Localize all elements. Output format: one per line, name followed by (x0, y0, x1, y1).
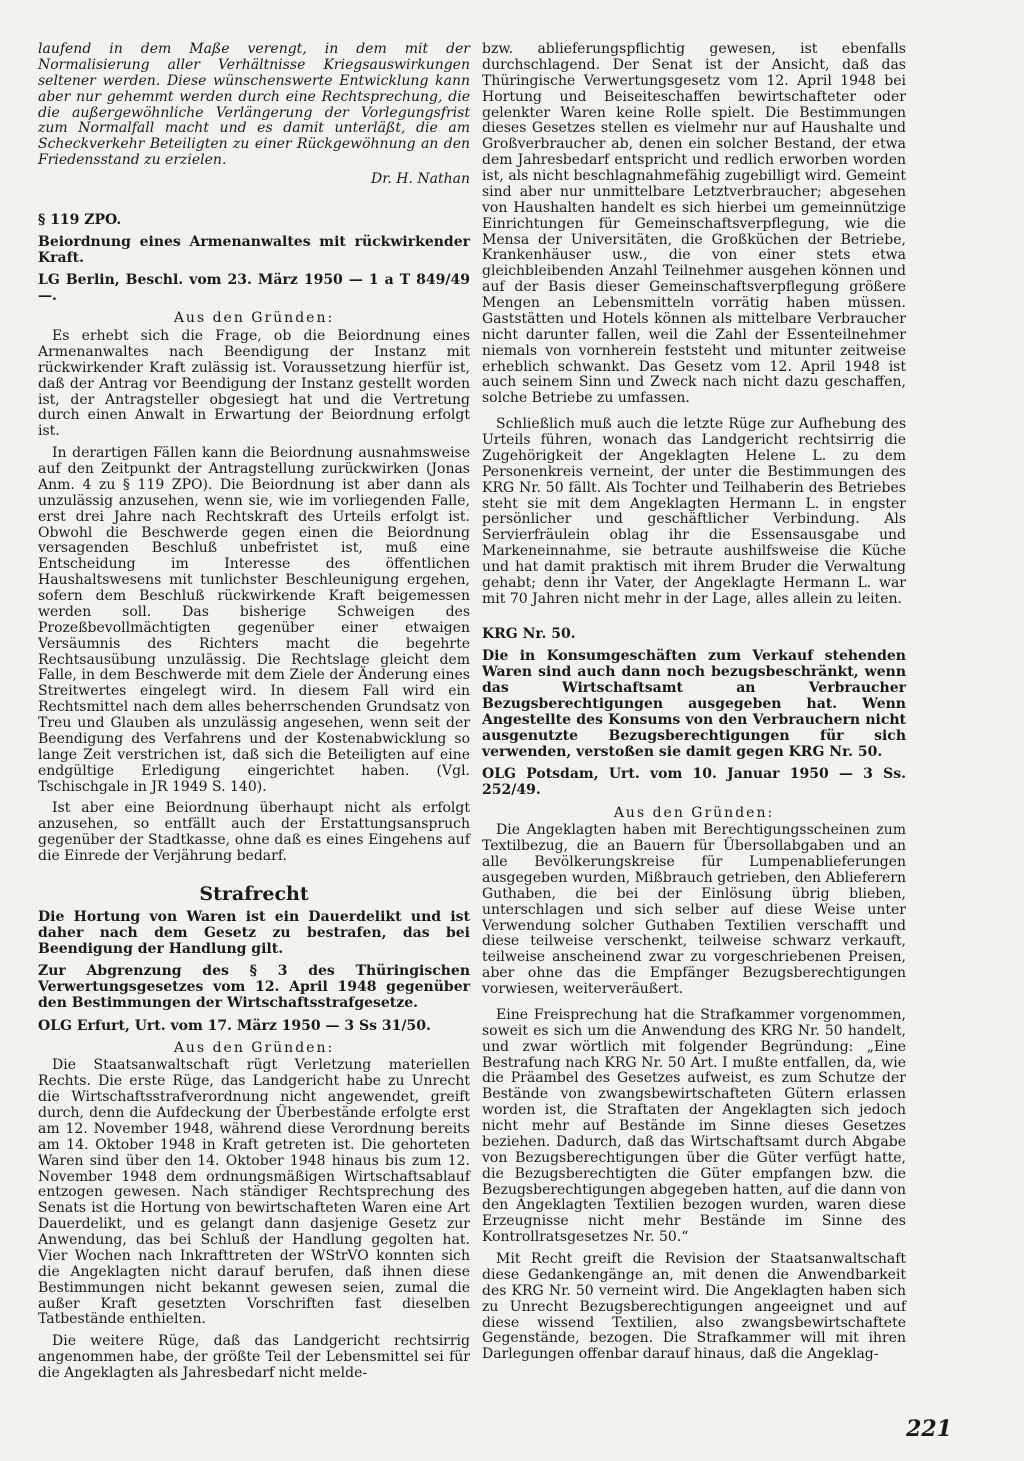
body-paragraph: In derartigen Fällen kann die Beiordnung ausnahmsweise auf den Zeitpunkt der Antragstellung zurückwirken (Jonas Anm. 4 zu § 119 ZPO). Die Beiordnung ist aber dann als unzulässig anzusehen, wenn sie, wie im vorliegenden Falle, erst drei Jahre nach Rechtskraft des Urteils erfolgt ist. Obwohl die Beschwerde gegen einen die Beiordnung versagenden Beschluß unbefristet ist, muß eine Entscheidung im Interesse des öffentlichen Haushaltswesens mit tunlichster Beschleunigung ergehen, sofern dem Beschluß rückwirkende Kraft beigemessen werden soll. Das bisherige Schweigen des Prozeßbevollmächtigten gegenüber einer etwaigen Versäumnis des Richters macht die begehrte Rechtsausübung unzulässig. Die Rechtslage gleicht dem Falle, in dem Beschwerde mit dem Ziele der Änderung eines Streitwertes eingelegt wird. In diesem Fall wird ein Rechtsmittel nach dem alles beherrschenden Grundsatz von Treu und Glauben als unzulässig angesehen, wenn seit der Beendigung des Verfahrens und der Kostenabwicklung so lange Zeit verstrichen ist, daß sich die Beteiligten auf eine endgültige Erledigung eingerichtet haben. (Vgl. Tschischgale in JR 1949 S. 140). (38, 445, 470, 795)
court-citation: OLG Erfurt, Urt. vom 17. März 1950 — 3 Ss 31/50. (38, 1017, 431, 1034)
body-paragraph: Die weitere Rüge, daß das Landgericht rechtsirrig angenommen habe, der größte Teil der Lebensmittel sei für die Angeklagten als Jahresbedarf nicht melde- (38, 1333, 470, 1382)
author-signature: Dr. H. Nathan (371, 171, 470, 187)
body-paragraph: Die Staatsanwaltschaft rügt Verletzung materiellen Rechts. Die erste Rüge, das Landgericht habe zu Unrecht die Wirtschaftsstrafverordnung nicht angewendet, greift durch, denn die Aufdeckung der Überbestände erfolgte erst am 12. November 1948, während diese Verordnung bereits am 14. Oktober 1948 in Kraft getreten ist. Die gehorteten Waren sind über den 14. Oktober 1948 hinaus bis zum 12. November 1948 dem ordnungsmäßigen Wirtschaftsablauf entzogen gewesen. Nach ständiger Rechtsprechung des Senats ist die Hortung von bewirtschafteten Waren eine Art Dauerdelikt, und es gelangt dann dasjenige Gesetz zur Anwendung, das bei Schluß der Handlung gegolten hat. Vier Wochen nach Inkrafttreten der WStrVO konnten sich die Angeklagten nicht darauf berufen, daß ihnen diese Bestimmungen nicht bekannt gewesen seien, zumal die außer Kraft gesetzten Vorschriften fast dieselben Tatbestände enthielten. (38, 1057, 470, 1328)
body-paragraph: Mit Recht greift die Revision der Staatsanwaltschaft diese Gedankengänge an, mit denen die Anwendbarkeit des KRG Nr. 50 verneint wird. Die Angeklagten haben sich zu Unrecht Bezugsberechtigungen angeeignet und auf diese wissend Textilien, also zwangsbewirtschaftete Gegenstände, bezogen. Die Strafkammer will mit ihren Darlegungen offenbar darauf hinaus, daß die Angeklag- (482, 1251, 906, 1363)
headnote: Die Hortung von Waren ist ein Dauerdelikt und ist daher nach dem Gesetz zu bestrafen, das bei Beendigung der Handlung gilt. (38, 908, 470, 958)
reasons-heading: Aus den Gründen: (173, 310, 335, 327)
body-paragraph: Schließlich muß auch die letzte Rüge zur Aufhebung des Urteils führen, wonach das Landgericht rechtsirrig die Zugehörigkeit der Angeklagten Helene L. zu dem Personenkreis verneint, der unter die Bestimmungen des KRG Nr. 50 fällt. Als Tochter und Teilhaberin des Betriebes steht sie mit dem Angeklagten Hermann L. in engster persönlicher und geschäftlicher Verbindung. Als Servierfräulein oblag ihr die Essensausgabe und Markeneinnahme, sie betraute aushilfsweise die Küche und hat damit praktisch mit ihrem Bruder die Verwaltung gehabt; denn ihr Vater, der Angeklagte Hermann L. war mit 70 Jahren nicht mehr in der Lage, alles allein zu leiten. (482, 416, 906, 607)
body-paragraph: Eine Freisprechung hat die Strafkammer vorgenommen, soweit es sich um die Anwendung des KRG Nr. 50 handelt, und zwar wörtlich mit folgender Begründung: „Eine Bestrafung nach KRG Nr. 50 Art. I mußte entfallen, da, wie die Präambel des Gesetzes aufweist, es zum Schutze der Bestände von zwangsbewirtschafteten Gütern erlassen worden ist, die Straftaten der Angeklagten sich jedoch nicht mehr auf Bestände im Sinne dieses Gesetzes beziehen. Dadurch, daß das Wirtschaftsamt durch Abgabe von Bezugsberechtigungen über die Güter verfügt hatte, die Bezugsberechtigten die Güter empfangen bzw. die Bezugsberechtigungen abgegeben hatten, auf die dann von den Angeklagten Textilien bezogen wurden, waren diese Erzeugnisse nicht mehr Bestände im Sinne des Kontrollratsgesetzes Nr. 50.“ (482, 1006, 906, 1246)
headnote: Zur Abgrenzung des § 3 des Thüringischen Verwertungsgesetzes vom 12. April 1948 gegenüber den Bestimmungen der Wirtschaftsstrafgesetze. (38, 963, 470, 1012)
body-paragraph: Die Angeklagten haben mit Berechtigungsscheinen zum Textilbezug, die an Bauern für Übersollabgaben und an alle Bevölkerungskreise für Lumpenablieferungen ausgegeben wurden, Mißbrauch getrieben, den Ablieferern Guthaben, die bei der Einlösung übrig blieben, unterschlagen und sich selber auf diese Weise unter Verwendung solcher Guthaben Textilien verschafft und diese teilweise verschenkt, teilweise schwarz verkauft, teilweise anscheinend zwar zu vorgeschriebenen Preisen, aber ohne das die Empfänger Bezugsberechtigungen vorwiesen, weiterveräußert. (482, 822, 906, 998)
section-reference: § 119 ZPO. (38, 211, 122, 228)
court-citation: LG Berlin, Beschl. vom 23. März 1950 — 1 a T 849/49 —. (38, 272, 470, 305)
section-reference: KRG Nr. 50. (482, 625, 576, 642)
reasons-heading: Aus den Gründen: (613, 804, 775, 821)
page-number: 221 (906, 1416, 952, 1442)
intro-paragraph: laufend in dem Maße verengt, in dem mit der Normalisierung aller Verhältnisse Kriegsauswirkungen seltener werden. Diese wünschenswerte Entwicklung kann aber nur gehemmt werden durch eine Rechtsprechung, die die außergewöhnliche Verlängerung der Vorlegungsfrist zum Normalfall macht und es damit unterläßt, die am Scheckverkehr Beteiligten zu einer Rückgewöhnung an den Friedensstand zu erzielen. (38, 41, 470, 169)
court-citation: OLG Potsdam, Urt. vom 10. Januar 1950 — 3 Ss. 252/49. (482, 766, 906, 799)
left-column (38, 42, 470, 1382)
body-paragraph: Ist aber eine Beiordnung überhaupt nicht als erfolgt anzusehen, so entfällt auch der Erstattungsanspruch gegenüber der Stadtkasse, ohne daß es eines Eingehens auf die Einrede der Verjährung bedarf. (38, 800, 470, 865)
body-paragraph: bzw. ablieferungspflichtig gewesen, ist ebenfalls durchschlagend. Der Senat ist der Ansicht, daß das Thüringische Verwertungsgesetz vom 12. April 1948 bei Hortung und Beiseiteschaffen bewirtschafteter oder gelenkter Waren keine Rolle spielt. Die Bestimmungen dieses Gesetzes stellen es vielmehr nur auf Haushalte und Großverbraucher ab, denen ein solcher Bestand, der etwa dem Jahresbedarf entspricht und redlich erworben worden ist, als nicht beschlagnahmefähig zugebilligt wird. Gemeint sind aber nur unmittelbare Letztverbraucher; abgesehen von Haushalten handelt es sich hierbei um gemeinnützige Einrichtungen für Gemeinschaftsverpflegung, wie die Mensa der Universitäten, die Großküchen der Betriebe, Krankenhäuser usw., die von einer stets etwa gleichbleibenden Anzahl Teilnehmer ausgehen können und auf der Basis dieser Gemeinschaftsverpflegung größere Mengen an Lebensmitteln vorrätig haben müssen. Gaststätten und Hotels können als mittelbare Verbraucher nicht darunter fallen, weil die Zahl der Essenteilnehmer niemals von vornherein feststeht und mitunter zeitweise erheblich schwankt. Das Gesetz vom 12. April 1948 ist auch seinem Sinn und Zweck nach nicht dazu geschaffen, solche Betriebe zu umfassen. (482, 41, 906, 407)
right-column (482, 42, 906, 1363)
section-heading: Strafrecht (199, 882, 309, 905)
reasons-heading: Aus den Gründen: (173, 1039, 335, 1056)
body-paragraph: Es erhebt sich die Frage, ob die Beiordnung eines Armenanwaltes nach Beendigung der Instanz mit rückwirkender Kraft zulässig ist. Voraussetzung hierfür ist, daß der Antrag vor Beendigung der Instanz gestellt worden ist, der Antragsteller obgesiegt hat und die Vertretung durch einen Anwalt in Erwartung der Beiordnung erfolgt ist. (38, 328, 470, 440)
headnote: Die in Konsumgeschäften zum Verkauf stehenden Waren sind auch dann noch bezugsbeschränkt, wenn das Wirtschaftsamt an Verbraucher Bezugsberechtigungen ausgegeben hat. Wenn Angestellte des Konsums von den Verbrauchern nicht ausgenutzte Bezugsberechtigungen für sich verwenden, verstoßen sie damit gegen KRG Nr. 50. (482, 647, 906, 761)
headnote: Beiordnung eines Armenanwaltes mit rückwirkender Kraft. (38, 233, 470, 266)
